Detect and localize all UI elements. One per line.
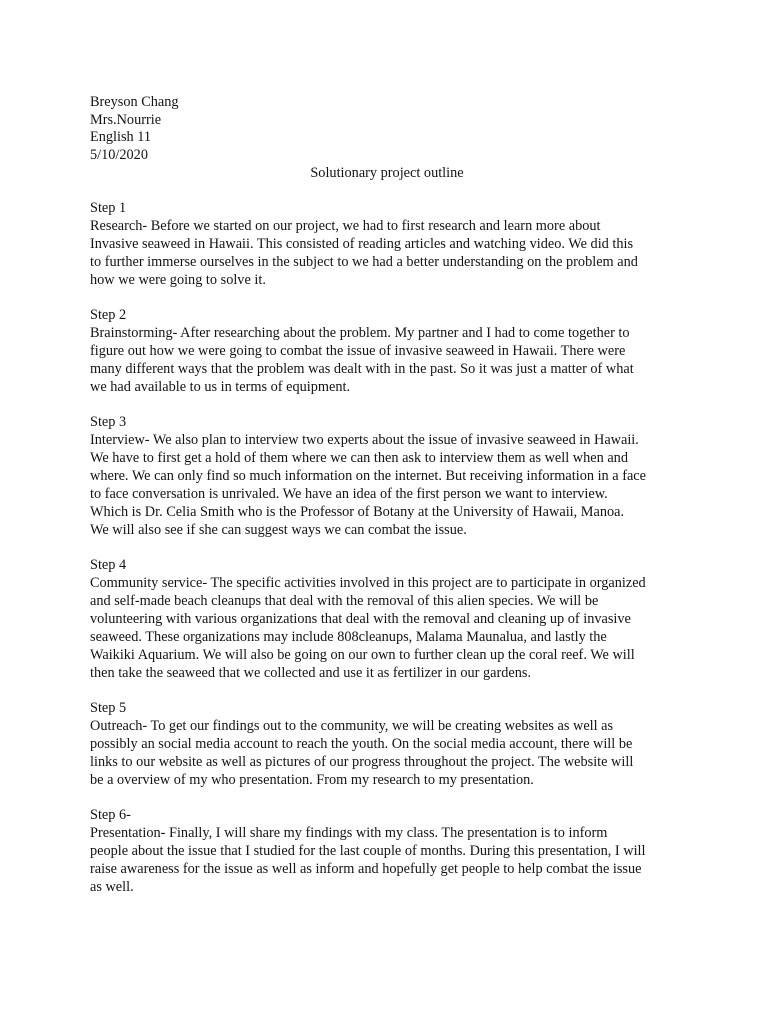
step-heading: Step 2	[90, 307, 127, 323]
step-text-line: raise awareness for the issue as well as inform and hopefully get people to help combat the issue	[90, 861, 642, 877]
step-text-line: possibly an social media account to reach the youth. On the social media account, there will be	[90, 736, 633, 752]
step-heading: Step 3	[90, 414, 127, 430]
step-text-line: volunteering with various organizations that deal with the removal and cleaning up of invasive	[90, 611, 631, 627]
step-section	[90, 306, 730, 396]
step-text-line: to further immerse ourselves in the subject to we had a better understanding on the problem and	[90, 254, 638, 270]
course-name: English 11	[90, 129, 152, 145]
step-text-line: We have to first get a hold of them where we can then ask to interview them as well when and	[90, 450, 628, 466]
step-text-line: be a overview of my who presentation. From my research to my presentation.	[90, 772, 534, 788]
step-text-line: Invasive seaweed in Hawaii. This consisted of reading articles and watching video. We did this	[90, 236, 634, 252]
step-heading: Step 1	[90, 200, 127, 216]
step-text-line: figure out how we were going to combat the issue of invasive seaweed in Hawaii. There were	[90, 343, 626, 359]
step-text-line: where. We can only find so much information on the internet. But receiving information in a face	[90, 468, 646, 484]
step-heading: Step 5	[90, 700, 127, 716]
step-text-line: Which is Dr. Celia Smith who is the Professor of Botany at the University of Hawaii, Manoa.	[90, 504, 625, 520]
step-section	[90, 699, 730, 789]
step-text-line: we had available to us in terms of equipment.	[90, 379, 351, 395]
document-title: Solutionary project outline	[310, 165, 464, 181]
step-text-line: Outreach- To get our findings out to the community, we will be creating websites as well as	[90, 718, 614, 734]
step-text-line: Presentation- Finally, I will share my findings with my class. The presentation is to inform	[90, 825, 608, 841]
author-name: Breyson Chang	[90, 94, 179, 110]
step-text-line: Community service- The specific activities involved in this project are to participate in organized	[90, 575, 646, 591]
step-text-line: Waikiki Aquarium. We will also be going on our own to further clean up the coral reef. We will	[90, 647, 635, 663]
step-text-line: We will also see if she can suggest ways we can combat the issue.	[90, 522, 467, 538]
step-text-line: then take the seaweed that we collected and use it as fertilizer in our gardens.	[90, 665, 532, 681]
step-section	[90, 806, 730, 896]
step-heading: Step 6-	[90, 807, 131, 823]
document-date: 5/10/2020	[90, 146, 148, 163]
step-text-line: and self-made beach cleanups that deal with the removal of this alien species. We will be	[90, 593, 599, 609]
document-body	[90, 199, 730, 913]
step-text-line: seaweed. These organizations may include 808cleanups, Malama Maunalua, and lastly the	[90, 629, 607, 645]
step-section	[90, 199, 730, 289]
step-text-line: Brainstorming- After researching about the problem. My partner and I had to come together to	[90, 325, 630, 341]
step-text-line: Research- Before we started on our project, we had to first research and learn more about	[90, 218, 601, 234]
step-heading: Step 4	[90, 557, 127, 573]
step-text-line: as well.	[90, 879, 134, 895]
step-section	[90, 556, 730, 682]
step-section	[90, 413, 730, 539]
step-text-line: people about the issue that I studied for the last couple of months. During this presentation, I will	[90, 843, 646, 859]
step-text-line: to face conversation is unrivaled. We have an idea of the first person we want to interview.	[90, 486, 608, 502]
document-header	[90, 94, 179, 164]
teacher-name: Mrs.Nourrie	[90, 111, 162, 128]
step-text-line: Interview- We also plan to interview two experts about the issue of invasive seaweed in Hawaii.	[90, 432, 639, 448]
step-text-line: how we were going to solve it.	[90, 272, 266, 288]
step-text-line: many different ways that the problem was dealt with in the past. So it was just a matter of what	[90, 361, 634, 377]
step-text-line: links to our website as well as pictures of our progress throughout the project. The website will	[90, 754, 634, 770]
